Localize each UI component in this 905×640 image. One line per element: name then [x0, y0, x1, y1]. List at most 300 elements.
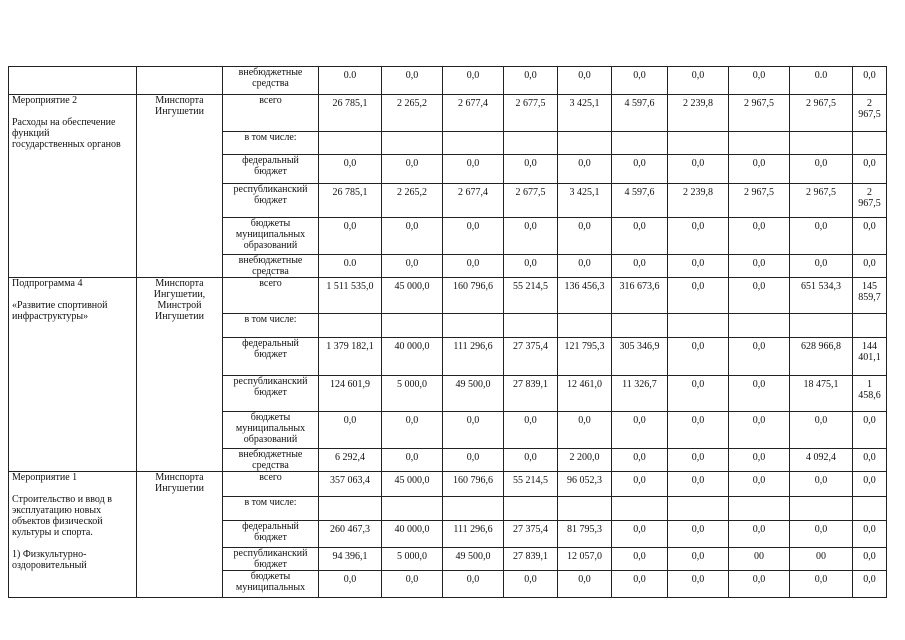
value: 0,0	[752, 574, 766, 585]
value-cell	[853, 314, 887, 338]
value: 0,0	[691, 258, 705, 269]
value-cell	[790, 548, 853, 571]
value: 81 795,3	[567, 524, 602, 535]
value: 2 200,0	[569, 452, 600, 463]
value-cell	[668, 278, 729, 314]
value-cell	[668, 449, 729, 472]
funding-source-cell	[223, 521, 319, 548]
executor-cell	[137, 67, 223, 95]
value-cell	[504, 67, 558, 95]
value: 0,0	[633, 452, 646, 463]
funding-source-cell	[223, 278, 319, 314]
value-cell	[790, 184, 853, 218]
value: 0,0	[578, 221, 591, 232]
funding-source-cell	[223, 472, 319, 497]
value: 2 967,5	[744, 98, 774, 109]
value-cell	[729, 67, 790, 95]
value: 1 511 535,0	[326, 281, 374, 292]
value-cell	[729, 338, 790, 376]
value: 2 967,5	[806, 187, 836, 198]
funding-source-cell	[223, 376, 319, 412]
value: 0,0	[752, 524, 766, 535]
value-cell	[853, 472, 887, 497]
value: 0,0	[814, 415, 828, 426]
value: 0,0	[405, 574, 419, 585]
funding-source: всего	[259, 278, 282, 289]
value-cell	[382, 67, 443, 95]
funding-source: в том числе:	[244, 314, 297, 325]
value-cell	[853, 497, 887, 521]
value: 0,0	[691, 70, 705, 81]
value: 0,0	[814, 158, 828, 169]
funding-source-cell	[223, 255, 319, 278]
program-name: Мероприятие 1 Строительство и ввод в эксплуатацию новых объектов физической культуры и спорта. 1) Физкультурно- оздоровительный	[12, 472, 112, 571]
value-cell	[443, 132, 504, 155]
value-cell	[319, 184, 382, 218]
value-cell	[729, 472, 790, 497]
value: 2 677,5	[515, 98, 546, 109]
value-cell	[319, 67, 382, 95]
value: 27 375,4	[513, 524, 548, 535]
value-cell	[504, 472, 558, 497]
value: 0,0	[524, 415, 537, 426]
value-cell	[504, 132, 558, 155]
value: 124 601,9	[330, 379, 370, 390]
value: 0,0	[524, 452, 537, 463]
value-cell	[612, 218, 668, 255]
value: 2 239,8	[683, 98, 713, 109]
value: 49 500,0	[455, 551, 491, 562]
value-cell	[443, 521, 504, 548]
value-cell	[668, 255, 729, 278]
value-cell	[729, 571, 790, 598]
value: 6 292,4	[335, 452, 365, 463]
value-cell	[319, 278, 382, 314]
value: 628 966,8	[801, 341, 841, 352]
value-cell	[504, 255, 558, 278]
value-cell	[790, 218, 853, 255]
value-cell	[504, 376, 558, 412]
value-cell	[612, 571, 668, 598]
value: 3 425,1	[569, 187, 600, 198]
value-cell	[668, 338, 729, 376]
value-cell	[558, 521, 612, 548]
value: 2 677,4	[458, 187, 488, 198]
value-cell	[504, 95, 558, 132]
value-cell	[504, 338, 558, 376]
value-cell	[853, 449, 887, 472]
value: 0,0	[752, 379, 766, 390]
value: 2 265,2	[397, 98, 427, 109]
value: 0,0	[524, 221, 537, 232]
value-cell	[790, 521, 853, 548]
value-cell	[668, 67, 729, 95]
value-cell	[319, 338, 382, 376]
value-cell	[790, 497, 853, 521]
value-cell	[790, 338, 853, 376]
value-cell	[558, 95, 612, 132]
value-cell	[790, 255, 853, 278]
value-cell	[319, 412, 382, 449]
value: 0,0	[691, 415, 705, 426]
value-cell	[668, 521, 729, 548]
value: 0,0	[863, 524, 876, 535]
value-cell	[790, 155, 853, 184]
funding-source: федеральный бюджет	[242, 521, 299, 543]
value-cell	[382, 338, 443, 376]
funding-source-cell	[223, 132, 319, 155]
value-cell	[558, 449, 612, 472]
value-cell	[790, 472, 853, 497]
value-cell	[729, 412, 790, 449]
value: 4 597,6	[624, 187, 655, 198]
value: 0,0	[343, 574, 357, 585]
value: 0,0	[863, 551, 876, 562]
value-cell	[443, 571, 504, 598]
value-cell	[729, 132, 790, 155]
value-cell	[612, 255, 668, 278]
value: 18 475,1	[803, 379, 839, 390]
funding-source: в том числе:	[244, 132, 297, 143]
value-cell	[443, 278, 504, 314]
funding-source: бюджеты муниципальных образований	[235, 218, 306, 251]
program-name-cell	[9, 95, 137, 278]
value-cell	[443, 184, 504, 218]
value-cell	[443, 449, 504, 472]
value: 26 785,1	[332, 187, 368, 198]
executor-name: Минспорта Ингушетии, Минстрой Ингушетии	[153, 278, 206, 322]
value: 0,0	[863, 475, 876, 486]
value-cell	[853, 155, 887, 184]
value-cell	[668, 412, 729, 449]
value: 0,0	[524, 574, 537, 585]
value-cell	[319, 449, 382, 472]
value: 316 673,6	[619, 281, 660, 292]
value-cell	[382, 218, 443, 255]
value: 0,0	[466, 574, 480, 585]
value-cell	[612, 412, 668, 449]
value-cell	[443, 67, 504, 95]
funding-source: федеральный бюджет	[242, 338, 299, 360]
value-cell	[504, 497, 558, 521]
budget-table	[8, 66, 887, 598]
funding-source-cell	[223, 497, 319, 521]
funding-source: всего	[259, 95, 282, 106]
value: 0,0	[633, 475, 646, 486]
funding-source: внебюджетные средства	[238, 255, 303, 277]
value-cell	[319, 155, 382, 184]
program-name: Мероприятие 2 Расходы на обеспечение функций государственных органов	[12, 95, 121, 150]
value: 136 456,3	[564, 281, 605, 292]
value: 0,0	[633, 158, 646, 169]
value: 2 967,5	[858, 187, 881, 209]
program-name-cell	[9, 67, 137, 95]
value-cell	[612, 338, 668, 376]
value-cell	[612, 472, 668, 497]
value: 0,0	[405, 258, 419, 269]
value: 0,0	[691, 158, 705, 169]
value: 27 375,4	[513, 341, 548, 352]
value-cell	[558, 548, 612, 571]
value-cell	[504, 314, 558, 338]
value-cell	[443, 255, 504, 278]
value: 4 597,6	[624, 98, 655, 109]
value: 0,0	[814, 258, 828, 269]
funding-source-cell	[223, 571, 319, 598]
value-cell	[729, 184, 790, 218]
value-cell	[558, 218, 612, 255]
value: 0,0	[405, 158, 419, 169]
value: 55 214,5	[513, 281, 548, 292]
value-cell	[853, 67, 887, 95]
value-cell	[382, 497, 443, 521]
value: 160 796,6	[453, 281, 493, 292]
value: 0,0	[633, 258, 646, 269]
value: 2 967,5	[744, 187, 774, 198]
executor-cell	[137, 95, 223, 278]
value-cell	[443, 155, 504, 184]
value-cell	[729, 278, 790, 314]
value-cell	[790, 132, 853, 155]
value-cell	[790, 95, 853, 132]
value-cell	[558, 67, 612, 95]
value: 0.0	[343, 70, 357, 81]
value-cell	[790, 67, 853, 95]
value: 0,0	[814, 524, 828, 535]
value-cell	[504, 412, 558, 449]
value-cell	[612, 314, 668, 338]
funding-source-cell	[223, 338, 319, 376]
value: 96 052,3	[567, 475, 602, 486]
value: 0,0	[814, 574, 828, 585]
value-cell	[558, 132, 612, 155]
value-cell	[504, 184, 558, 218]
value: 2 265,2	[397, 187, 427, 198]
value: 0.0	[814, 70, 828, 81]
funding-source-cell	[223, 412, 319, 449]
value-cell	[443, 497, 504, 521]
funding-source: внебюджетные средства	[238, 67, 303, 89]
value-cell	[558, 412, 612, 449]
funding-source-cell	[223, 67, 319, 95]
value-cell	[558, 571, 612, 598]
value: 0,0	[578, 70, 591, 81]
value-cell	[504, 521, 558, 548]
funding-source: в том числе:	[244, 497, 297, 508]
value: 0,0	[524, 158, 537, 169]
value: 0,0	[863, 158, 876, 169]
value-cell	[790, 278, 853, 314]
value-cell	[853, 376, 887, 412]
value-cell	[319, 314, 382, 338]
funding-source-cell	[223, 548, 319, 571]
value: 0,0	[633, 70, 646, 81]
value: 0,0	[863, 258, 876, 269]
value-cell	[558, 278, 612, 314]
executor-name: Минспорта Ингушетии	[155, 95, 204, 117]
value: 0,0	[578, 574, 591, 585]
value: 0,0	[578, 258, 591, 269]
value-cell	[612, 497, 668, 521]
table-row	[9, 67, 887, 95]
value-cell	[504, 449, 558, 472]
executor-cell	[137, 278, 223, 472]
value-cell	[729, 521, 790, 548]
value: 0,0	[863, 70, 876, 81]
value-cell	[729, 497, 790, 521]
value: 0,0	[524, 70, 537, 81]
value: 0,0	[405, 452, 419, 463]
funding-source: республиканский бюджет	[233, 184, 308, 206]
table-row	[9, 472, 887, 497]
value: 0,0	[633, 415, 646, 426]
value-cell	[729, 95, 790, 132]
value: 11 326,7	[622, 379, 657, 390]
value-cell	[612, 155, 668, 184]
value: 0,0	[863, 574, 876, 585]
value: 2 967,5	[858, 98, 881, 120]
value: 0,0	[343, 415, 357, 426]
value: 45 000,0	[394, 475, 430, 486]
value-cell	[668, 376, 729, 412]
value: 12 057,0	[567, 551, 602, 562]
value-cell	[612, 376, 668, 412]
value-cell	[443, 95, 504, 132]
value-cell	[668, 497, 729, 521]
value: 0,0	[752, 281, 766, 292]
value-cell	[729, 548, 790, 571]
value-cell	[319, 95, 382, 132]
value: 0,0	[466, 258, 480, 269]
value: 49 500,0	[455, 379, 491, 390]
value-cell	[853, 95, 887, 132]
value-cell	[668, 548, 729, 571]
value-cell	[558, 255, 612, 278]
value: 651 534,3	[801, 281, 841, 292]
funding-source-cell	[223, 218, 319, 255]
table-row	[9, 95, 887, 132]
value: 2 677,5	[515, 187, 546, 198]
value: 0,0	[691, 281, 705, 292]
value-cell	[790, 412, 853, 449]
value: 0,0	[691, 524, 705, 535]
value: 0,0	[691, 221, 705, 232]
value: 0,0	[752, 221, 766, 232]
value: 0,0	[691, 475, 705, 486]
value: 0,0	[633, 574, 646, 585]
value-cell	[853, 132, 887, 155]
value-cell	[443, 338, 504, 376]
value: 0,0	[691, 379, 705, 390]
program-name: Подпрограмма 4 «Развитие спортивной инфраструктуры»	[12, 278, 108, 322]
value: 1 379 182,1	[326, 341, 374, 352]
value-cell	[443, 548, 504, 571]
value-cell	[612, 278, 668, 314]
funding-source: бюджеты муниципальных	[235, 571, 306, 593]
value-cell	[382, 548, 443, 571]
value: 0,0	[863, 221, 876, 232]
value: 1 458,6	[858, 379, 881, 401]
value: 0,0	[752, 158, 766, 169]
value: 0,0	[405, 221, 419, 232]
funding-source: внебюджетные средства	[238, 449, 303, 471]
value: 260 467,3	[330, 524, 370, 535]
value-cell	[558, 497, 612, 521]
value: 2 239,8	[683, 187, 713, 198]
executor-cell	[137, 472, 223, 598]
funding-source-cell	[223, 449, 319, 472]
value-cell	[612, 95, 668, 132]
value-cell	[382, 571, 443, 598]
value: 5 000,0	[397, 551, 427, 562]
value-cell	[558, 472, 612, 497]
value-cell	[443, 218, 504, 255]
value-cell	[382, 132, 443, 155]
value: 3 425,1	[569, 98, 600, 109]
value: 0,0	[691, 452, 705, 463]
program-name-cell	[9, 472, 137, 598]
value-cell	[668, 184, 729, 218]
value-cell	[319, 472, 382, 497]
value: 0,0	[466, 452, 480, 463]
value: 0,0	[691, 574, 705, 585]
value: 0,0	[466, 70, 480, 81]
value: 27 839,1	[513, 379, 548, 390]
value-cell	[853, 184, 887, 218]
value-cell	[319, 521, 382, 548]
value-cell	[382, 155, 443, 184]
value-cell	[668, 218, 729, 255]
value-cell	[853, 278, 887, 314]
value: 45 000,0	[394, 281, 430, 292]
value: 0,0	[814, 475, 828, 486]
value-cell	[319, 376, 382, 412]
value-cell	[853, 412, 887, 449]
executor-name: Минспорта Ингушетии	[155, 472, 204, 494]
value-cell	[382, 95, 443, 132]
value-cell	[319, 548, 382, 571]
value: 0,0	[752, 341, 766, 352]
value-cell	[729, 449, 790, 472]
value: 0,0	[633, 551, 646, 562]
value: 144 401,1	[858, 341, 881, 363]
value: 111 296,6	[453, 341, 493, 352]
value: 40 000,0	[394, 524, 430, 535]
value-cell	[668, 314, 729, 338]
value-cell	[382, 314, 443, 338]
value-cell	[853, 571, 887, 598]
value-cell	[612, 449, 668, 472]
value-cell	[558, 184, 612, 218]
funding-source-cell	[223, 155, 319, 184]
value: 111 296,6	[453, 524, 493, 535]
funding-source-cell	[223, 314, 319, 338]
value-cell	[668, 571, 729, 598]
value-cell	[558, 314, 612, 338]
value-cell	[558, 155, 612, 184]
value-cell	[443, 376, 504, 412]
value-cell	[382, 278, 443, 314]
value-cell	[504, 218, 558, 255]
value: 0,0	[752, 452, 766, 463]
value-cell	[729, 314, 790, 338]
value-cell	[853, 218, 887, 255]
value: 0,0	[343, 158, 357, 169]
funding-source: республиканский бюджет	[233, 548, 308, 570]
value: 0,0	[752, 475, 766, 486]
funding-source-cell	[223, 95, 319, 132]
value-cell	[382, 184, 443, 218]
